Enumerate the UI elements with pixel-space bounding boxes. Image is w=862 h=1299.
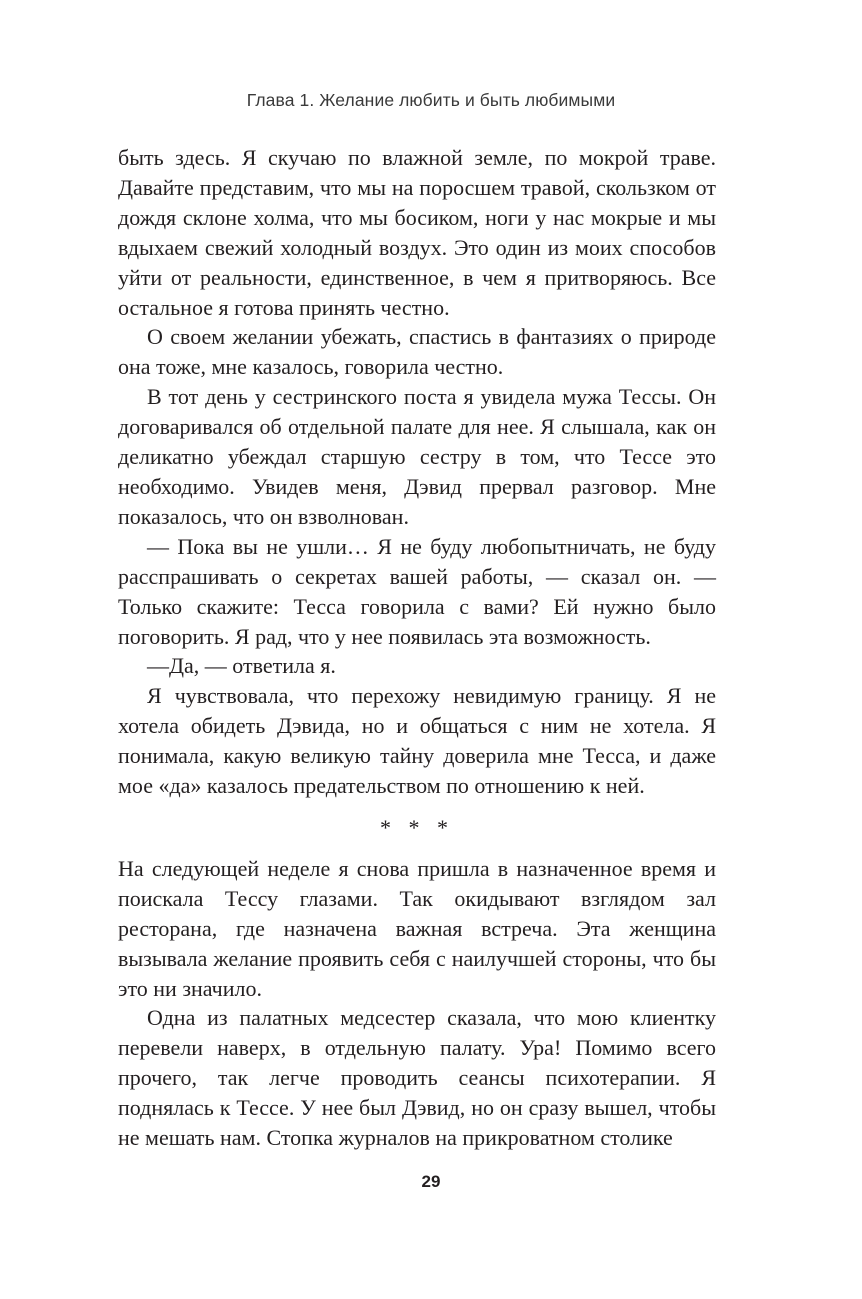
paragraph: Я чувствовала, что перехожу невидимую границу. Я не хотела обидеть Дэвида, но и общаться с ним не хотела. Я понимала, какую великую тайну доверила мне Тесса, и даже мое «да» казалось предательством по отношению к ней. bbox=[118, 683, 716, 799]
paragraph: На следующей неделе я снова пришла в назначенное время и поискала Тессу глазами. Так окидывают взглядом зал ресторана, где назначена важная встреча. Эта женщина вызывала желание проявить себя с наилучшей стороны, что бы это ни значило. bbox=[118, 855, 716, 1001]
page-number: 29 bbox=[421, 1172, 441, 1191]
paragraph: быть здесь. Я скучаю по влажной земле, по мокрой траве. Давайте представим, что мы на поросшем травой, скользком от дождя склоне холма, что мы босиком, ноги у нас мокрые и мы вдыхаем свежий холодный воздух. Это один из моих способов уйти от реальности, единственное, в чем я притворяюсь. Все остальное я готова принять честно. bbox=[118, 145, 716, 320]
running-header: Глава 1. Желание любить и быть любимыми bbox=[246, 90, 616, 110]
paragraph: Одна из палатных медсестер сказала, что мою клиентку перевели наверх, в отдельную палату. Ура! Помимо всего прочего, так легче проводить сеансы психотерапии. Я поднялась к Тессе. У нее был Дэвид, но он сразу вышел, чтобы не мешать нам. Стопка журналов на прикроватном столике bbox=[118, 1005, 716, 1151]
section-separator: * * * bbox=[380, 814, 454, 840]
paragraph: — Пока вы не ушли… Я не буду любопытничать, не буду расспрашивать о секретах вашей работы, — сказал он. — Только скажите: Тесса говорила с вами? Ей нужно было поговорить. Я рад, что у нее появилась эта возможность. bbox=[118, 533, 716, 649]
page-body bbox=[118, 143, 716, 1153]
paragraph: О своем желании убежать, спастись в фантазиях о природе она тоже, мне казалось, говорила честно. bbox=[118, 324, 716, 380]
paragraph: —Да, — ответила я. bbox=[147, 653, 336, 679]
paragraph: В тот день у сестринского поста я увидела мужа Тессы. Он договаривался об отдельной палате для нее. Я слышала, как он деликатно убеждал старшую сестру в том, что Тессе это необходимо. Увидев меня, Дэвид прервал разговор. Мне показалось, что он взволнован. bbox=[118, 384, 716, 529]
